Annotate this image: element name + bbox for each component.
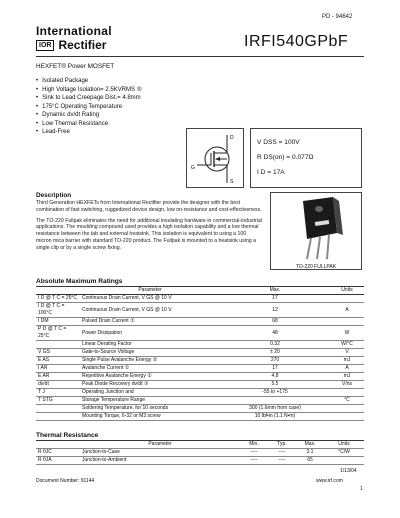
max-cell: -55 to +175 xyxy=(220,389,330,397)
symbol-cell: I AR xyxy=(36,365,80,373)
header-cell: Max. xyxy=(220,287,330,295)
max-cell: 270 xyxy=(220,357,330,365)
parameter-cell: Repetitive Avalanche Energy ① xyxy=(80,373,220,381)
mosfet-symbol-box xyxy=(186,128,244,188)
ior-badge: IOR xyxy=(36,40,54,51)
parameter-cell: Junction-to-Case xyxy=(80,449,240,457)
feature-item: • Dynamic dv/dt Rating xyxy=(36,111,142,120)
max-cell: 17 xyxy=(220,365,330,373)
features-list xyxy=(36,77,142,137)
typ-cell: ---- xyxy=(268,449,296,457)
parameter-cell: Soldering Temperature, for 10 seconds xyxy=(80,405,220,413)
mosfet-symbol-icon xyxy=(187,129,245,189)
description-para-2: The TO-220 Fullpak eliminates the need for additional insulating hardware in commercial-industrial applications. The moulding compound used provides a high isolation capability and a low thermal resistance between the tab and external heatsink. This isolation is equivalent to using a 100 micron mica barrier with standard TO-220 product. The Fullpak is mounted to a heatsink using a single clip or by a single screw fixing. xyxy=(36,217,262,251)
symbol-cell: R θJA xyxy=(36,457,80,465)
max-cell: 48 xyxy=(220,326,330,341)
symbol-cell: T STG xyxy=(36,397,80,405)
table-row xyxy=(36,389,364,397)
parameter-cell: Pulsed Drain Current ① xyxy=(80,318,220,326)
max-cell: 300 (1.6mm from case) xyxy=(220,405,330,413)
thermal-title: Thermal Resistance xyxy=(36,432,99,439)
max-cell: 68 xyxy=(220,318,330,326)
header-cell: Typ. xyxy=(268,441,296,449)
table-row xyxy=(36,303,364,318)
unit-cell: mJ xyxy=(330,373,364,381)
unit-cell xyxy=(330,405,364,413)
table-row xyxy=(36,381,364,389)
header-cell: Min. xyxy=(240,441,268,449)
brand-logo xyxy=(36,38,106,52)
symbol-cell: E AR xyxy=(36,373,80,381)
description-para-1: Third Generation HEXFETs from International Rectifier provide the designer with the best combination of fast switching, ruggedized device design, low on-resistance and cost-effectiveness. xyxy=(36,200,262,213)
symbol-cell: V GS xyxy=(36,349,80,357)
document-number: Document Number: 91144 xyxy=(36,478,95,484)
source-label: S xyxy=(230,179,234,185)
table-header-row xyxy=(36,287,364,295)
unit-cell: V xyxy=(330,349,364,357)
max-cell: 17 xyxy=(220,295,330,303)
table-row xyxy=(36,341,364,349)
parameter-cell: Gate-to-Source Voltage xyxy=(80,349,220,357)
header-cell: Parameter xyxy=(80,287,220,295)
header-cell: Units xyxy=(330,287,364,295)
feature-item: • Isolated Package xyxy=(36,77,142,86)
max-cell: 3.1 xyxy=(296,449,324,457)
unit-cell: °C xyxy=(330,397,364,405)
symbol-cell: dv/dt xyxy=(36,381,80,389)
package-label: TO-220 FULLPAK xyxy=(295,264,337,270)
symbol-cell: R θJC xyxy=(36,449,80,457)
unit-cell: A xyxy=(330,365,364,373)
header-cell: Units xyxy=(324,441,364,449)
symbol-cell: P D @ T C = 25°C xyxy=(36,326,80,341)
parameter-cell: Single Pulse Avalanche Energy ② xyxy=(80,357,220,365)
max-cell: 12 xyxy=(220,303,330,318)
min-cell: ---- xyxy=(240,449,268,457)
table-row xyxy=(36,295,364,303)
table-header-row xyxy=(36,441,364,449)
gate-label: G xyxy=(191,165,195,171)
parameter-cell: Mounting Torque, 6-32 or M3 screw xyxy=(80,413,220,421)
header-cell: Parameter xyxy=(80,441,240,449)
parameter-cell: Power Dissipation xyxy=(80,326,220,341)
symbol-cell xyxy=(36,341,80,349)
parameter-cell: Peak Diode Recovery dv/dt ③ xyxy=(80,381,220,389)
max-cell: ± 20 xyxy=(220,349,330,357)
table-row xyxy=(36,357,364,365)
parameter-cell: Linear Derating Factor xyxy=(80,341,220,349)
spec-vdss: V DSS = 100V xyxy=(257,139,300,146)
unit-cell: mJ xyxy=(330,357,364,365)
parameter-cell: Operating Junction and xyxy=(80,389,220,397)
part-number: IRFI540GPbF xyxy=(244,33,349,50)
parameter-cell: Junction-to-Ambient xyxy=(80,457,240,465)
unit-cell: W/°C xyxy=(330,341,364,349)
min-cell: ---- xyxy=(240,457,268,465)
symbol-cell xyxy=(36,405,80,413)
to220-package-icon xyxy=(271,193,363,263)
symbol-cell xyxy=(36,413,80,421)
unit-cell xyxy=(330,295,364,303)
abs-max-title: Absolute Maximum Ratings xyxy=(36,278,123,285)
feature-item: • 175°C Operating Temperature xyxy=(36,103,142,112)
description-text xyxy=(36,200,262,252)
symbol-cell: I D @ T C = 100°C xyxy=(36,303,80,318)
max-cell: 5.5 xyxy=(220,381,330,389)
feature-item: • High Voltage Isolation= 2.5KVRMS ⑤ xyxy=(36,86,142,95)
parameter-cell: Continuous Drain Current, V GS @ 10 V xyxy=(80,303,220,318)
typ-cell: ---- xyxy=(268,457,296,465)
feature-item: • Sink to Lead Creepage Dist.= 4.8mm xyxy=(36,94,142,103)
table-row xyxy=(36,365,364,373)
parameter-cell: Storage Temperature Range xyxy=(80,397,220,405)
table-row xyxy=(36,373,364,381)
abs-max-table xyxy=(36,286,364,421)
parameter-cell: Avalanche Current ① xyxy=(80,365,220,373)
description-title: Description xyxy=(36,192,72,199)
max-cell xyxy=(220,397,330,405)
spec-rds-on: R DS(on) = 0.077Ω xyxy=(257,154,314,161)
revision-date: 1/13/04 xyxy=(340,468,357,474)
unit-cell: A xyxy=(330,303,364,318)
table-row xyxy=(36,318,364,326)
symbol-cell: I D @ T C = 25°C xyxy=(36,295,80,303)
parameter-cell: Continuous Drain Current, V GS @ 10 V xyxy=(80,295,220,303)
spec-id: I D = 17A xyxy=(257,169,285,176)
max-cell: 10 lbf•in (1.1 N•m) xyxy=(220,413,330,421)
header-cell xyxy=(36,441,80,449)
product-type: HEXFET® Power MOSFET xyxy=(36,63,115,70)
unit-cell xyxy=(330,318,364,326)
table-row xyxy=(36,326,364,341)
feature-item: • Lead-Free xyxy=(36,128,142,137)
unit-cell xyxy=(324,457,364,465)
thermal-table xyxy=(36,440,364,465)
page-number: 1 xyxy=(360,486,363,492)
brand-name-line1: International xyxy=(36,24,112,38)
key-specs-box xyxy=(250,128,362,188)
pd-number: PD - 94642 xyxy=(322,14,353,20)
table-row xyxy=(36,413,364,421)
package-image xyxy=(270,192,362,270)
table-row xyxy=(36,457,364,465)
symbol-cell: T J xyxy=(36,389,80,397)
header-cell xyxy=(36,287,80,295)
unit-cell xyxy=(330,413,364,421)
symbol-cell: I DM xyxy=(36,318,80,326)
table-row xyxy=(36,397,364,405)
header-divider xyxy=(36,56,364,57)
brand-name-line2: Rectifier xyxy=(58,38,107,52)
max-cell: 65 xyxy=(296,457,324,465)
table-row xyxy=(36,405,364,413)
header-cell: Max. xyxy=(296,441,324,449)
max-cell: 0.32 xyxy=(220,341,330,349)
max-cell: 4.8 xyxy=(220,373,330,381)
drain-label: D xyxy=(230,135,234,141)
unit-cell: W xyxy=(330,326,364,341)
table-row xyxy=(36,349,364,357)
unit-cell: °C/W xyxy=(324,449,364,457)
unit-cell: V/ns xyxy=(330,381,364,389)
symbol-cell: E AS xyxy=(36,357,80,365)
unit-cell xyxy=(330,389,364,397)
table-row xyxy=(36,449,364,457)
website-link[interactable]: www.irf.com xyxy=(316,478,343,484)
feature-item: • Low Thermal Resistance xyxy=(36,120,142,129)
